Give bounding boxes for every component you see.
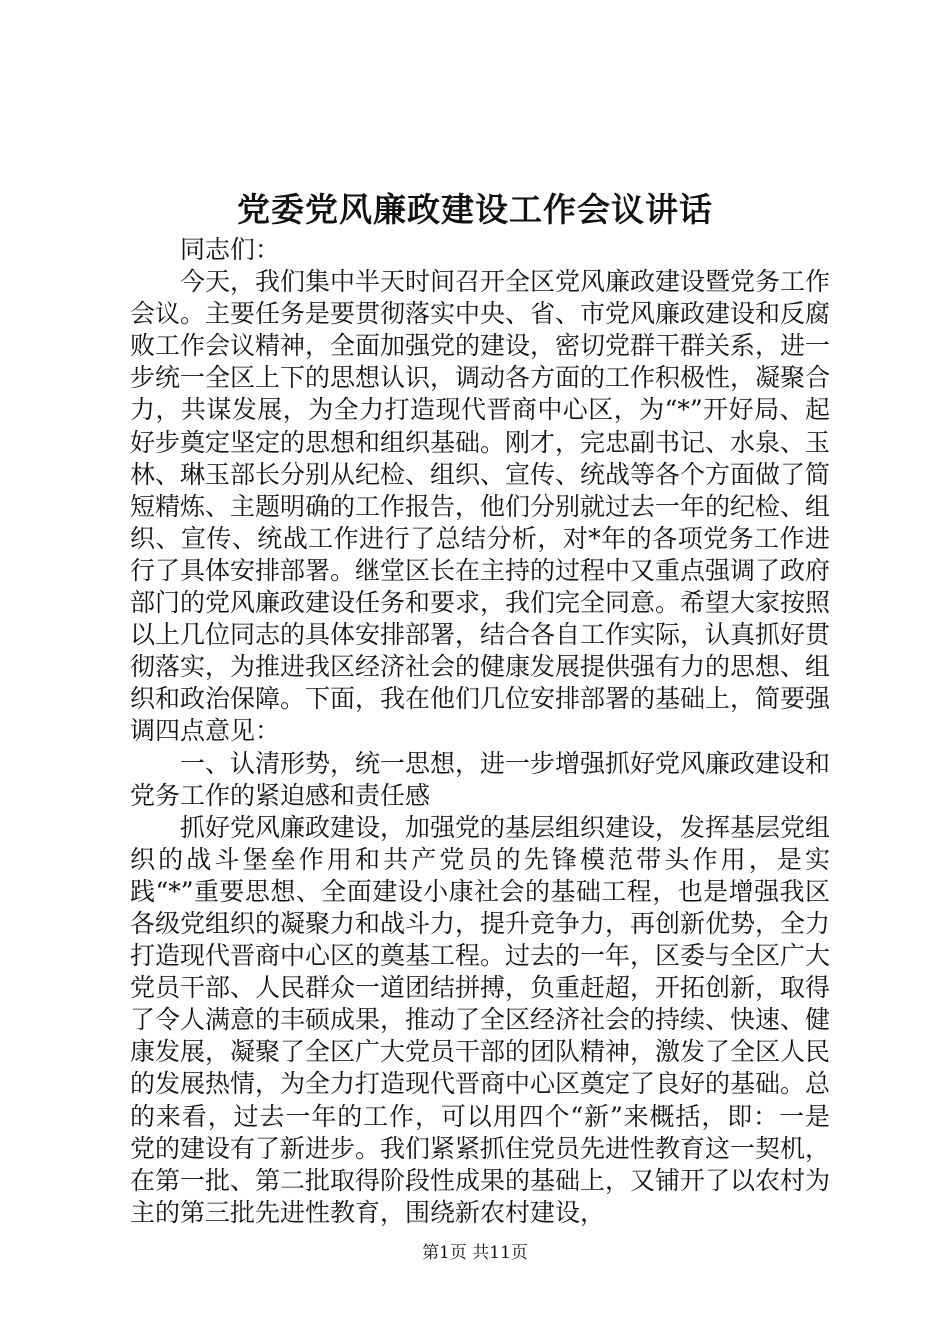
document-title: 党委党风廉政建设工作会议讲话 [237,190,713,229]
section-heading: 一、认清形势，统一思想，进一步增强抓好党风廉政建设和党务工作的紧迫感和责任感 [130,748,831,810]
body-paragraph: 抓好党风廉政建设，加强党的基层组织建设，发挥基层党组织的战斗堡垒作用和共产党员的先锋模范带头作用，是实践“*”重要思想、全面建设小康社会的基础工程，也是增强我区各级党组织的凝聚力和战斗力，提升竞争力，再创新优势，全力打造现代晋商中心区的奠基工程。过去的一年，区委与全区广大党员干部、人民群众一道团结拼搏，负重赶超，开拓创新，取得了令人满意的丰硕成果，推动了全区经济社会的持续、快速、健康发展，凝聚了全区广大党员干部的团队精神，激发了全区人民的发展热情，为全力打造现代晋商中心区奠定了良好的基础。总的来看，过去一年的工作，可以用四个“新”来概括，即：一是党的建设有了新进步。我们紧紧抓住党员先进性教育这一契机，在第一批、第二批取得阶段性成果的基础上，又铺开了以农村为主的第三批先进性教育，围绕新农村建设， [130,812,831,1227]
salutation-paragraph: 同志们： [180,235,281,264]
page-footer: 第1页 共11页 [422,1243,528,1263]
document-body [130,234,830,1229]
body-paragraph: 今天，我们集中半天时间召开全区党风廉政建设暨党务工作会议。主要任务是要贯彻落实中央、省、市党风廉政建设和反腐败工作会议精神，全面加强党的建设，密切党群干群关系，进一步统一全区上下的思想认识，调动各方面的工作积极性，凝聚合力，共谋发展，为全力打造现代晋商中心区，为“*”开好局、起好步奠定坚定的思想和组织基础。刚才，完忠副书记、水泉、玉林、琳玉部长分别从纪检、组织、宣传、统战等各个方面做了简短精炼、主题明确的工作报告，他们分别就过去一年的纪检、组织、宣传、统战工作进行了总结分析，对*年的各项党务工作进行了具体安排部署。继堂区长在主持的过程中又重点强调了政府部门的党风廉政建设任务和要求，我们完全同意。希望大家按照以上几位同志的具体安排部署，结合各自工作实际，认真抓好贯彻落实，为推进我区经济社会的健康发展提供强有力的思想、组织和政治保障。下面，我在他们几位安排部署的基础上，简要强调四点意见： [130,267,831,746]
